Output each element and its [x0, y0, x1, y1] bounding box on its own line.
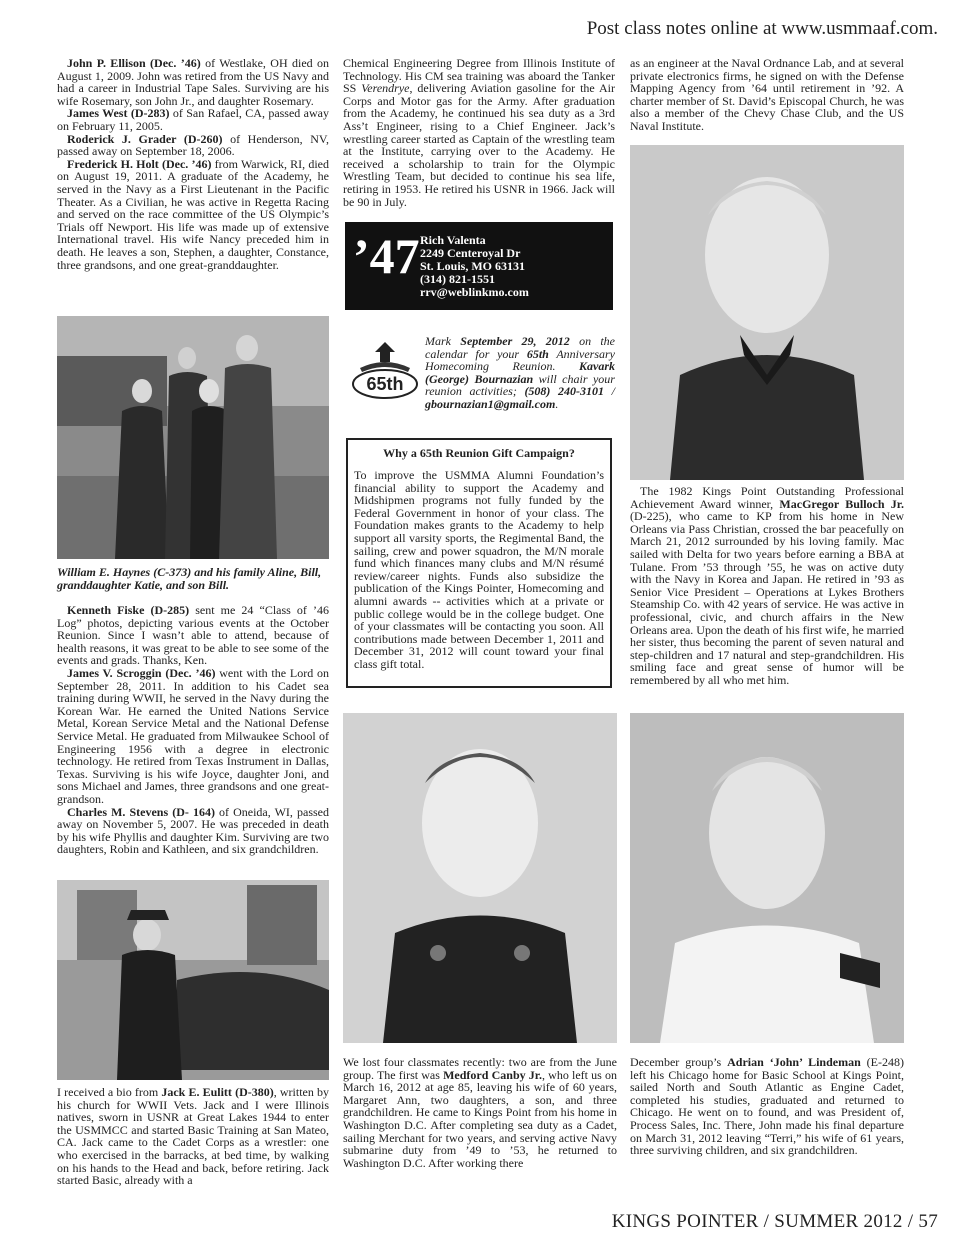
class-secretary-box: [345, 222, 613, 310]
canby-portrait: [343, 713, 617, 1043]
column-3-middle: [630, 485, 904, 687]
gift-campaign-body: To improve the USMMA Alumni Foundation’s financial ability to support the Academy and Midshipmen programs not fully funded by the Federal Government in honor of your class. The Foundation makes grants to the Academy to help support all varsity sports, the Regimental Band, the sailing, crew and power squadron, the M/N morale fund which finances many clubs and M/N résumé review/career nights. Funds also subsidize the publication of the Kings Pointer, Homecoming and alumni awards -- activities which at a private or public college would be in the college budget. One of your classmates will be contacting you soon. All contributions made between December 1, 2011 and December 31, 2012 will count toward your final class gift total.: [354, 468, 604, 671]
obit-text: of Westlake, OH died on August 1, 2009. John was retired from the US Navy and had a career in Industrial Tape Sales. Surviving are his wife Rosemary, son John Jr., and daughter Rosemary.: [57, 56, 330, 108]
65th-reunion-logo: [350, 338, 420, 408]
reunion-text: will chair your reunion activities;: [425, 371, 615, 399]
obit-text: (E-248) left his Chicago home for Basic School at Kings Point, sailed North and South Atlantic as Engine Cadet, completed his studies, graduated and returned to Chicago. He went on to found, and was President of, Process Sales, Inc. There, John made his final departure on March 31, 2012 leaving “Terri,” his wife of 61 years, three surviving children, and six grandchildren.: [630, 1055, 904, 1158]
class-year: ’47: [353, 228, 420, 284]
obit-text: of Henderson, NV, passed away on September 18, 2006.: [57, 131, 330, 159]
reunion-text: on the calendar for your: [425, 334, 615, 361]
obit-text: December group’s: [630, 1055, 728, 1069]
note-name: Kenneth Fiske (D-285): [67, 603, 190, 617]
obit-text: from Warwick, RI, died on August 19, 2011. A graduate of the Academy, he served in the Navy as a First Lieutenant in the Pacific Theater. As a Civilian, he was active in Regetta Racing and served on the race committee of the US Olympic’s Trials off Newport. His life was made up of extensive International travel. His wife Nancy preceded him in death. He leaves a son, Stephen, a daughter, Constance, three grandsons, and one great-granddaughter.: [57, 156, 329, 272]
secretary-name: Rich Valenta: [420, 233, 486, 247]
obit-name: Charles M. Stevens (D- 164): [67, 804, 215, 819]
bio-continued-2: , delivering Aviation gasoline for the Air Corps and Motor gas for the Army. After graduation from the Academy, he continued his sea duty as a 3rd Ass’t Engineer, rising to a Chief Engineer. Jack’s wrestling career started as Captain of the wrestling team at the Institute, carrying over to the Academy. He received a scholarship to train for the Olympic Wrestling Team, but decided to continue his sea life, retiring in 1953. He retired his USNR in 1966. Jack will be 90 in July.: [343, 81, 615, 209]
page-footer: KINGS POINTER / SUMMER 2012 / 57: [611, 1211, 938, 1232]
obit-text: of San Rafael, CA, passed away on February 11, 2005.: [57, 106, 329, 133]
cadet-car-photo: [57, 880, 329, 1080]
reunion-text: Anniversary Homecoming Reunion.: [425, 346, 616, 374]
obit-name: MacGregor Bulloch Jr.: [779, 496, 904, 511]
secretary-phone: (314) 821-1551: [420, 272, 495, 286]
bio-continued-3: as an engineer at the Naval Ordnance Lab, and at several private electronics firms, he signed on with the Defense Mapping Agency from ’64 until retirement in ’92. A charter member of St. David’s Episcopal Church, he was also a member of the Chevy Chase Club, and the US Naval Institute.: [630, 56, 904, 133]
column-1-top: [57, 57, 329, 271]
bulloch-portrait: [630, 145, 904, 480]
obit-text: of Oneida, WI, passed away on November 5, 2007. He was preceded in death by his wife Phyllis and daughter Kim. Surviving are two daughters, Robin and Kathleen, and six grandchildren.: [57, 804, 329, 857]
reunion-announcement: [425, 335, 615, 411]
family-photo: [57, 316, 329, 559]
class-secretary-address: [420, 234, 529, 299]
reunion-anniversary: 65th: [526, 346, 549, 361]
reunion-date: September 29, 2012: [460, 334, 570, 348]
obit-name: Frederick H. Holt (Dec. ’46): [67, 156, 212, 171]
family-photo-caption: William E. Haynes (C-373) and his family Aline, Bill, granddaughter Katie, and son Bill.: [57, 565, 322, 592]
reunion-chair: Kavark (George) Bournazian: [425, 359, 615, 386]
obit-name: Adrian ‘John’ Lindeman: [727, 1055, 861, 1069]
obit-name: Roderick J. Grader (D-260): [67, 131, 223, 146]
bio-continued: Chemical Engineering Degree from Illinois Institute of Technology. His CM sea training was aboard the Tanker SS: [343, 56, 615, 96]
column-3-bottom: [630, 1056, 904, 1157]
obit-name: James V. Scroggin (Dec. ’46): [67, 665, 216, 680]
reunion-text: Mark: [425, 334, 461, 348]
column-2-top: [343, 57, 615, 208]
page-header: Post class notes online at www.usmmaaf.com.: [586, 18, 938, 39]
badge-text: 65th: [366, 374, 404, 394]
lindeman-portrait: [630, 713, 904, 1043]
gift-campaign-title: Why a 65th Reunion Gift Campaign?: [383, 446, 575, 460]
bio-name: Jack E. Eulitt (D-380): [161, 1085, 274, 1099]
column-1-bottom: [57, 1086, 329, 1187]
column-3-top: [630, 57, 904, 133]
reunion-text: .: [555, 396, 559, 411]
note-text: sent me 24 “Class of ’46 Log” photos, depicting various events at the October Reunion. Since I wasn’t able to attend, because of health reasons, it was great to be able to see some of the events and grads. Thanks, Ken.: [57, 603, 329, 668]
ship-name: Verendrye: [361, 81, 410, 96]
column-1-middle: [57, 604, 329, 856]
obit-text: , who left us on March 16, 2012 at age 85, leaving his wife of 60 years, Margaret Ann, two daughters, a son, and three grandchildren. He came to Kings Point from his home in Washington D.C. After completing sea duty as a Cadet, sailing Merchant for two years, and serving active Navy submarine duty from ’49 to ’53, he returned to Washington D.C. After working there: [343, 1067, 618, 1170]
reunion-text: /: [604, 384, 615, 399]
reunion-email[interactable]: gbournazian1@gmail.com: [425, 396, 556, 411]
bio-text: , written by his church for WWII Vets. Jack and I were Illinois natives, sworn in USNR at Great Lakes 1944 to enter the USMMCC and started Basic Training at San Mateo, CA. Jack came to the Cadet Corps as a wrestler: one who exercised in the barracks, at bed time, by walking on his hands to the Head and back, before retiring. Jack started Basic, already with a: [57, 1085, 329, 1188]
obit-name: James West (D-283): [67, 106, 170, 121]
secretary-email[interactable]: rrv@weblinkmo.com: [420, 285, 529, 299]
secretary-city: St. Louis, MO 63131: [420, 259, 526, 273]
secretary-street: 2249 Centeroyal Dr: [420, 246, 521, 260]
bio-intro: I received a bio from: [57, 1085, 162, 1099]
obit-text: (D-225), who came to KP from his home in New Orleans via Pass Christian, crossed the bar peacefully on March 21, 2012 surrounded by his loving family. Mac sailed with Delta for two years before earning a BBA at Tulane. From ’53 through ’55, he was on active duty with the Navy in Korea and Japan. He retired in ’93 as Senior Vice President – Operations at Lykes Brothers Steamship Co. with 42 years of service. He was active in professional, civic, and church affairs in the New Orleans area. Upon the death of his first wife, he married her sister, thus becoming the parent of seven natural and step-children and 17 natural and step-grandchildren. His smiling face and great sense of humor will be remembered by all who met him.: [630, 509, 904, 687]
obit-text: went with the Lord on September 28, 2011. In addition to his Cadet sea training during WWII, he served in the Navy during the Korean War. He earned the United Nations Service Metal, Korean Service Metal and the National Defense Service Metal. He graduated from Milwaukee School of Engineering 1956 with a degree in electronic technology. He retired from Texas Instrument in Dallas, Texas. Surviving is his wife Joyce, daughter Joni, and sons Michael and James, three grandsons and one great-grandson.: [57, 665, 329, 806]
column-2-bottom: [343, 1056, 617, 1169]
gift-campaign-box: [346, 438, 612, 688]
obit-name: John P. Ellison (Dec. ’46): [67, 56, 201, 70]
reunion-phone: (508) 240-3101: [524, 384, 605, 399]
obit-name: Medford Canby Jr.: [443, 1067, 543, 1082]
obit-text: The 1982 Kings Point Outstanding Professional Achievement Award winner,: [630, 484, 904, 511]
obit-text: We lost four classmates recently: two are from the June group. The first was: [343, 1055, 617, 1082]
